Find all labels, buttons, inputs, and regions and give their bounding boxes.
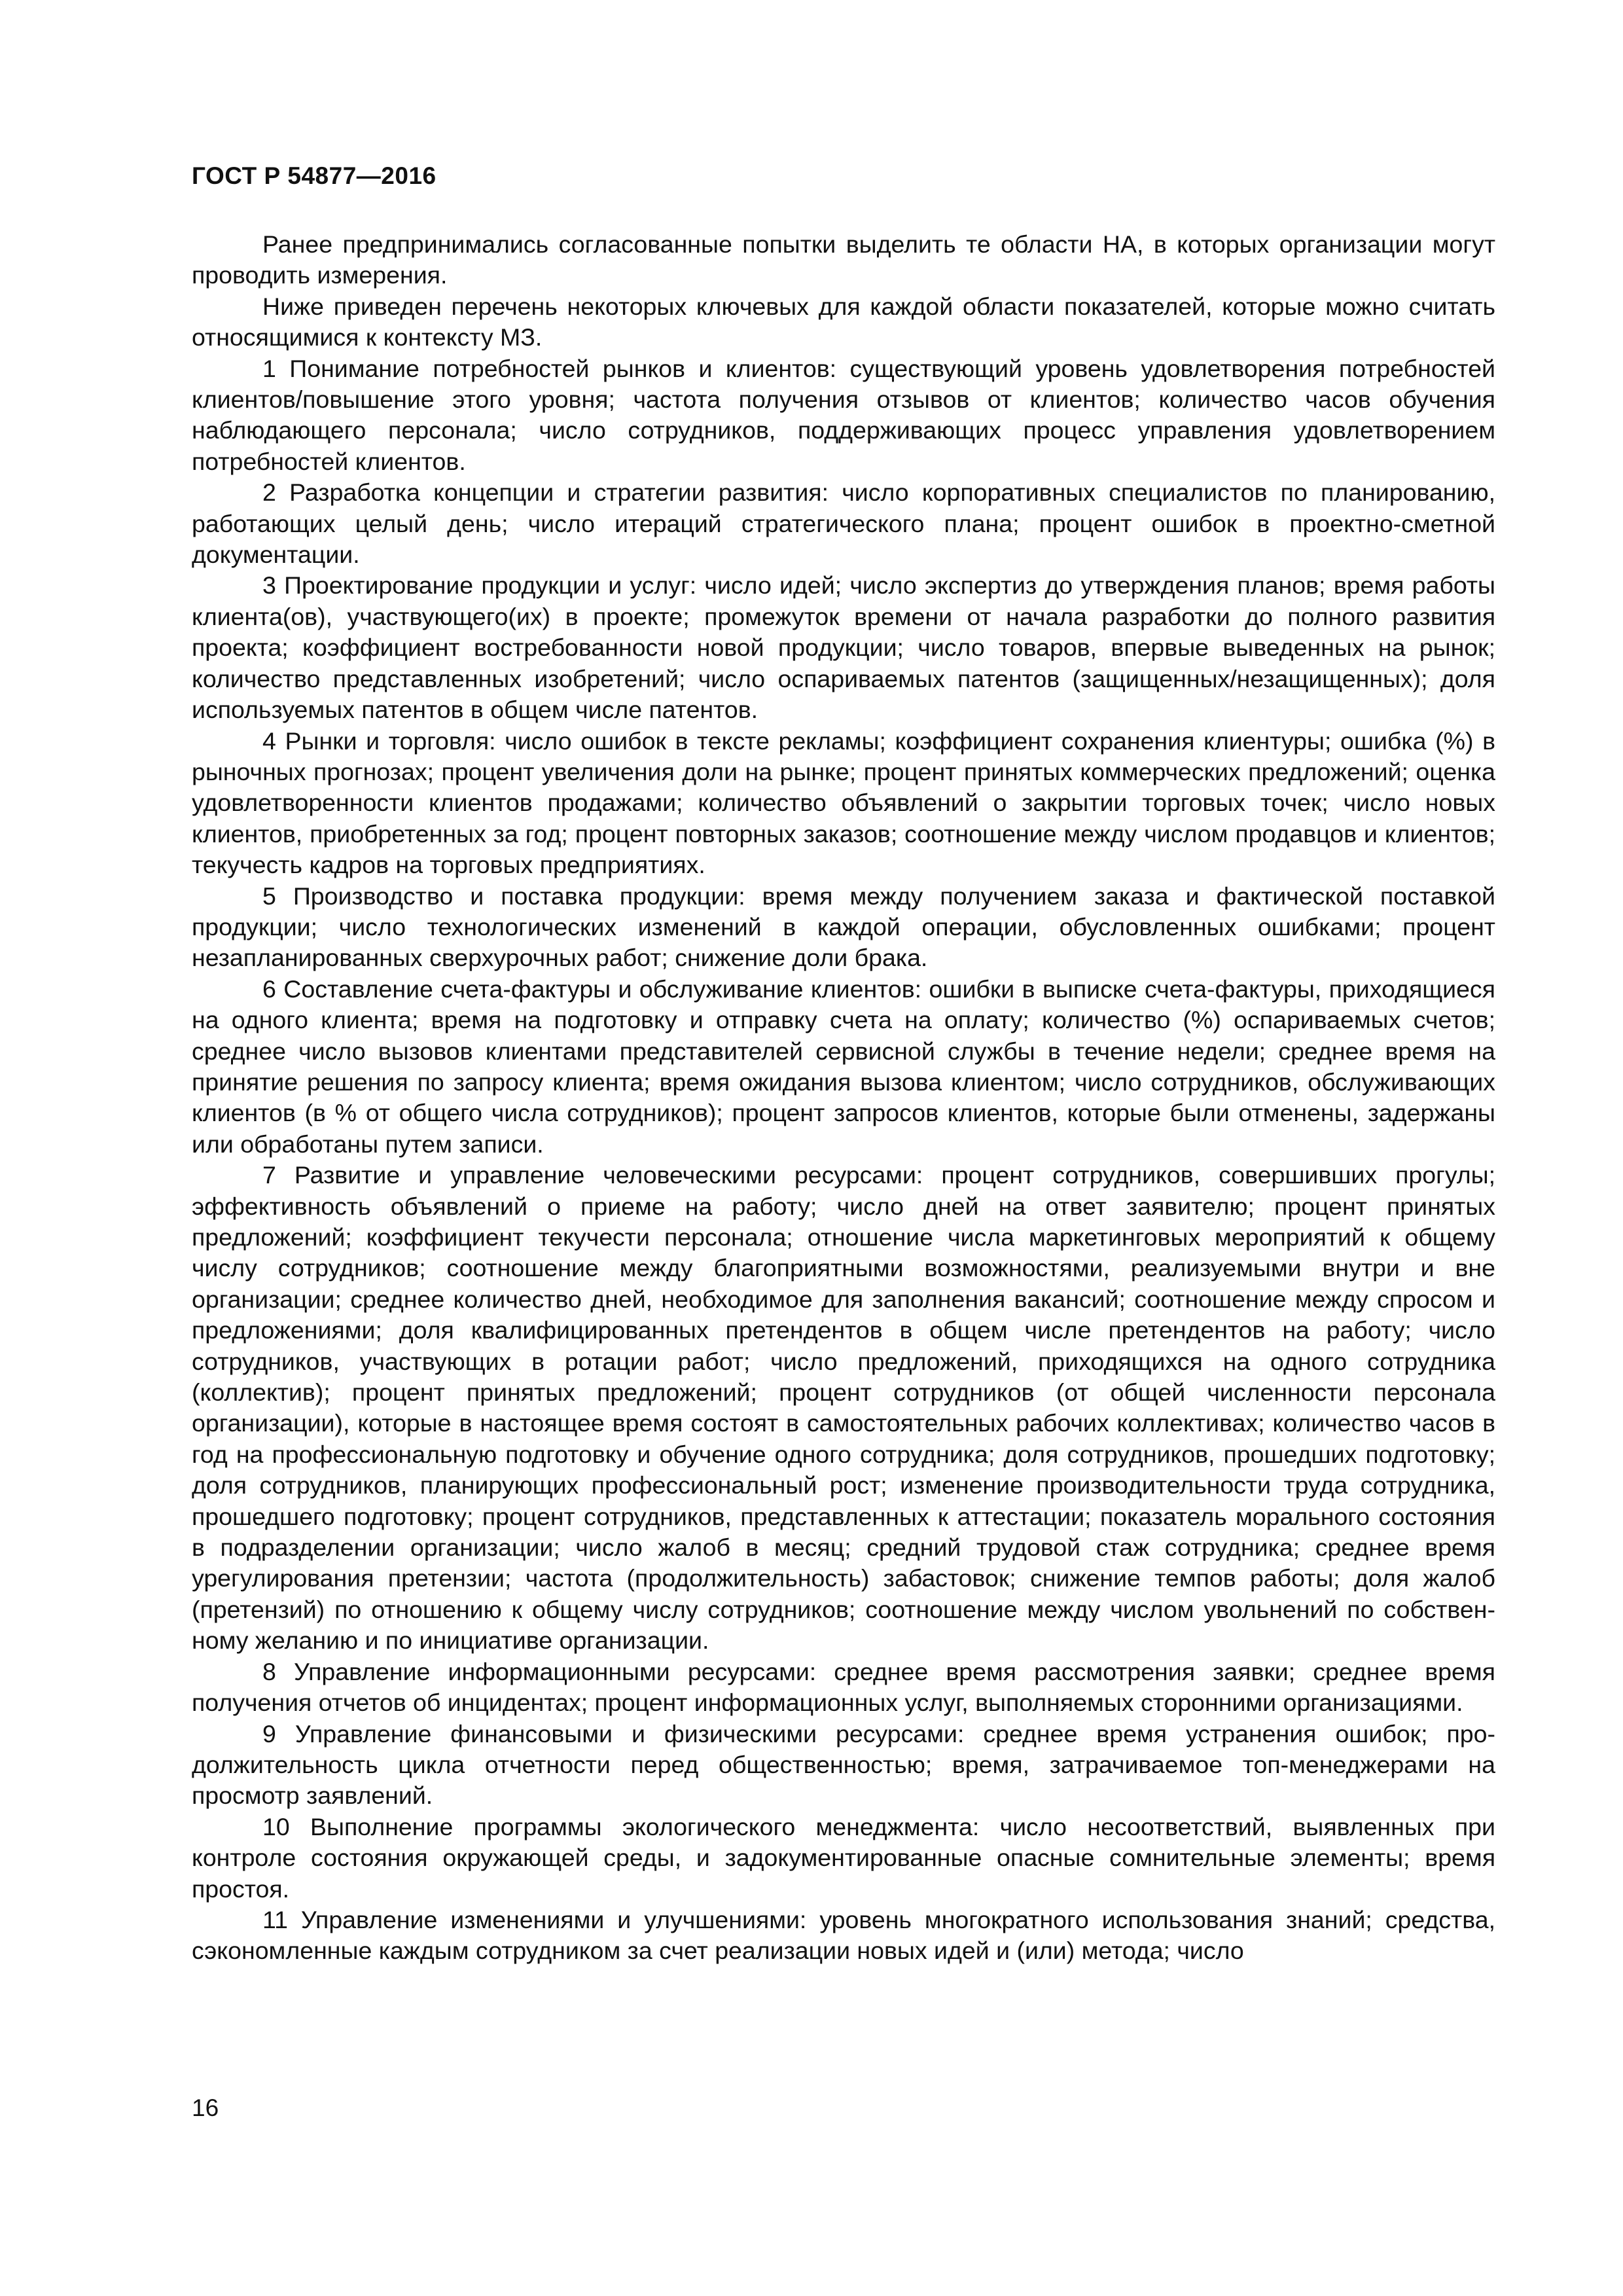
list-item: 6 Составление счета-фактуры и обслуживание клиентов: ошибки в выписке счета-фактуры, приходящиеся на одного клиента; время на подготовку и отправку счета на оплату; количество (%) оспариваемых счетов; среднее число вызовов клиентами представителей сервисной службы в течение недели; среднее время на принятие решения по запросу клиента; время ожидания вызова клиентом; число сотрудников, обслуживающих клиентов (в % от общего числа сотрудников); процент запросов клиентов, которые были отменены, задержаны или обработаны путем записи. bbox=[192, 975, 1495, 1158]
document-header: ГОСТ Р 54877—2016 bbox=[192, 162, 437, 189]
list-item: 9 Управление финансовыми и физическими ресурсами: среднее время устранения ошибок; продолжительность цикла отчетности перед общественностью; время, затрачиваемое топ-менеджерами на просмотр заявлений. bbox=[192, 1719, 1495, 1810]
body-text bbox=[192, 229, 1495, 1967]
list-item: 5 Производство и поставка продукции: время между получением заказа и фактической поставкой продукции; число технологических изменений в каждой операции, обусловленных ошибками; процент незапланированных сверхурочных работ; снижение доли брака. bbox=[192, 882, 1495, 972]
list-item: 4 Рынки и торговля: число ошибок в тексте рекламы; коэффициент сохранения клиентуры; ошибка (%) в рыночных прогнозах; процент увеличения доли на рынке; процент принятых коммерческих предложений; оценка удовлетворенности клиентов продажами; количество объявлений о закрытии торговых точек; число новых клиентов, приобретенных за год; процент повторных заказов; соотношение между числом продавцов и клиентов; текучесть кадров на торговых предприятиях. bbox=[192, 726, 1495, 879]
page-number: 16 bbox=[192, 2094, 219, 2121]
list-item: 10 Выполнение программы экологического менеджмента: число несоответствий, выявленных при контроле состояния окружающей среды, и задокументированные опасные сомнительные элементы; время простоя. bbox=[192, 1812, 1495, 1903]
list-item: 1 Понимание потребностей рынков и клиентов: существующий уровень удовлетворения потребностей клиентов/повышение этого уровня; частота получения отзывов от клиентов; количество часов обучения наблюдающего персонала; число сотрудников, поддерживающих процесс управления удовлетворением потребностей клиентов. bbox=[192, 354, 1495, 475]
list-item: 7 Развитие и управление человеческими ресурсами: процент сотрудников, совершивших прогулы; эффективность объявлений о приеме на работу; число дней на ответ заявителю; процент принятых предложений; коэффициент текучести персонала; отношение числа маркетинговых мероприятий к общему числу сотрудников; соотношение между благоприятными возможностями, реализуемыми внутри и вне организации; среднее количество дней, необходимое для заполнения вакансий; соотношение между спросом и предложениями; доля квалифицированных претендентов в общем числе претендентов на работу; число сотрудников, участвующих в ротации работ; число предложений, приходящихся на одного сотрудника (коллектив); процент принятых предложений; процент сотрудников (от общей численности персонала организации), которые в настоящее время состоят в самостоятельных рабочих коллективах; количество часов в год на профессиональную подготовку и обучение одного сотрудника; доля сотрудников, прошедших подготовку; доля сотрудников, планирующих профессиональный рост; изменение производительности труда сотрудника, прошедшего подготовку; процент сотрудников, представленных к аттестации; показатель морального состояния в подразделении организации; число жалоб в месяц; средний трудовой стаж сотрудника; среднее время урегулирования претензии; частота (продолжительность) забастовок; снижение темпов работы; доля жалоб (претензий) по отношению к общему числу сотрудников; соотношение между числом увольнений по собственному желанию и по инициативе организации. bbox=[192, 1161, 1495, 1655]
intro-paragraph: Ранее предпринимались согласованные попытки выделить те области НА, в которых организации могут проводить измерения. bbox=[192, 230, 1495, 289]
list-item: 2 Разработка концепции и стратегии развития: число корпоративных специалистов по планированию, работающих целый день; число итераций стратегического плана; процент ошибок в проектно-сметной документации. bbox=[192, 478, 1495, 569]
list-item: 3 Проектирование продукции и услуг: число идей; число экспертиз до утверждения планов; время работы клиента(ов), участвующего(их) в проекте; промежуток времени от начала разработки до полного развития проекта; коэффициент востребованности новой продукции; число товаров, впервые выведенных на рынок; количество представленных изобретений; число оспариваемых патентов (защищенных/незащищенных); доля используемых патентов в общем числе патентов. bbox=[192, 571, 1495, 724]
intro-paragraph: Ниже приведен перечень некоторых ключевых для каждой области показателей, которые можно считать относящимися к контексту МЗ. bbox=[192, 292, 1495, 351]
list-item: 8 Управление информационными ресурсами: среднее время рассмотрения заявки; среднее время получения отчетов об инцидентах; процент информационных услуг, выполняемых сторонними организациями. bbox=[192, 1657, 1495, 1717]
list-item: 11 Управление изменениями и улучшениями: уровень многократного использования знаний; средства, сэкономленные каждым сотрудником за счет реализации новых идей и (или) метода; число bbox=[192, 1905, 1495, 1965]
